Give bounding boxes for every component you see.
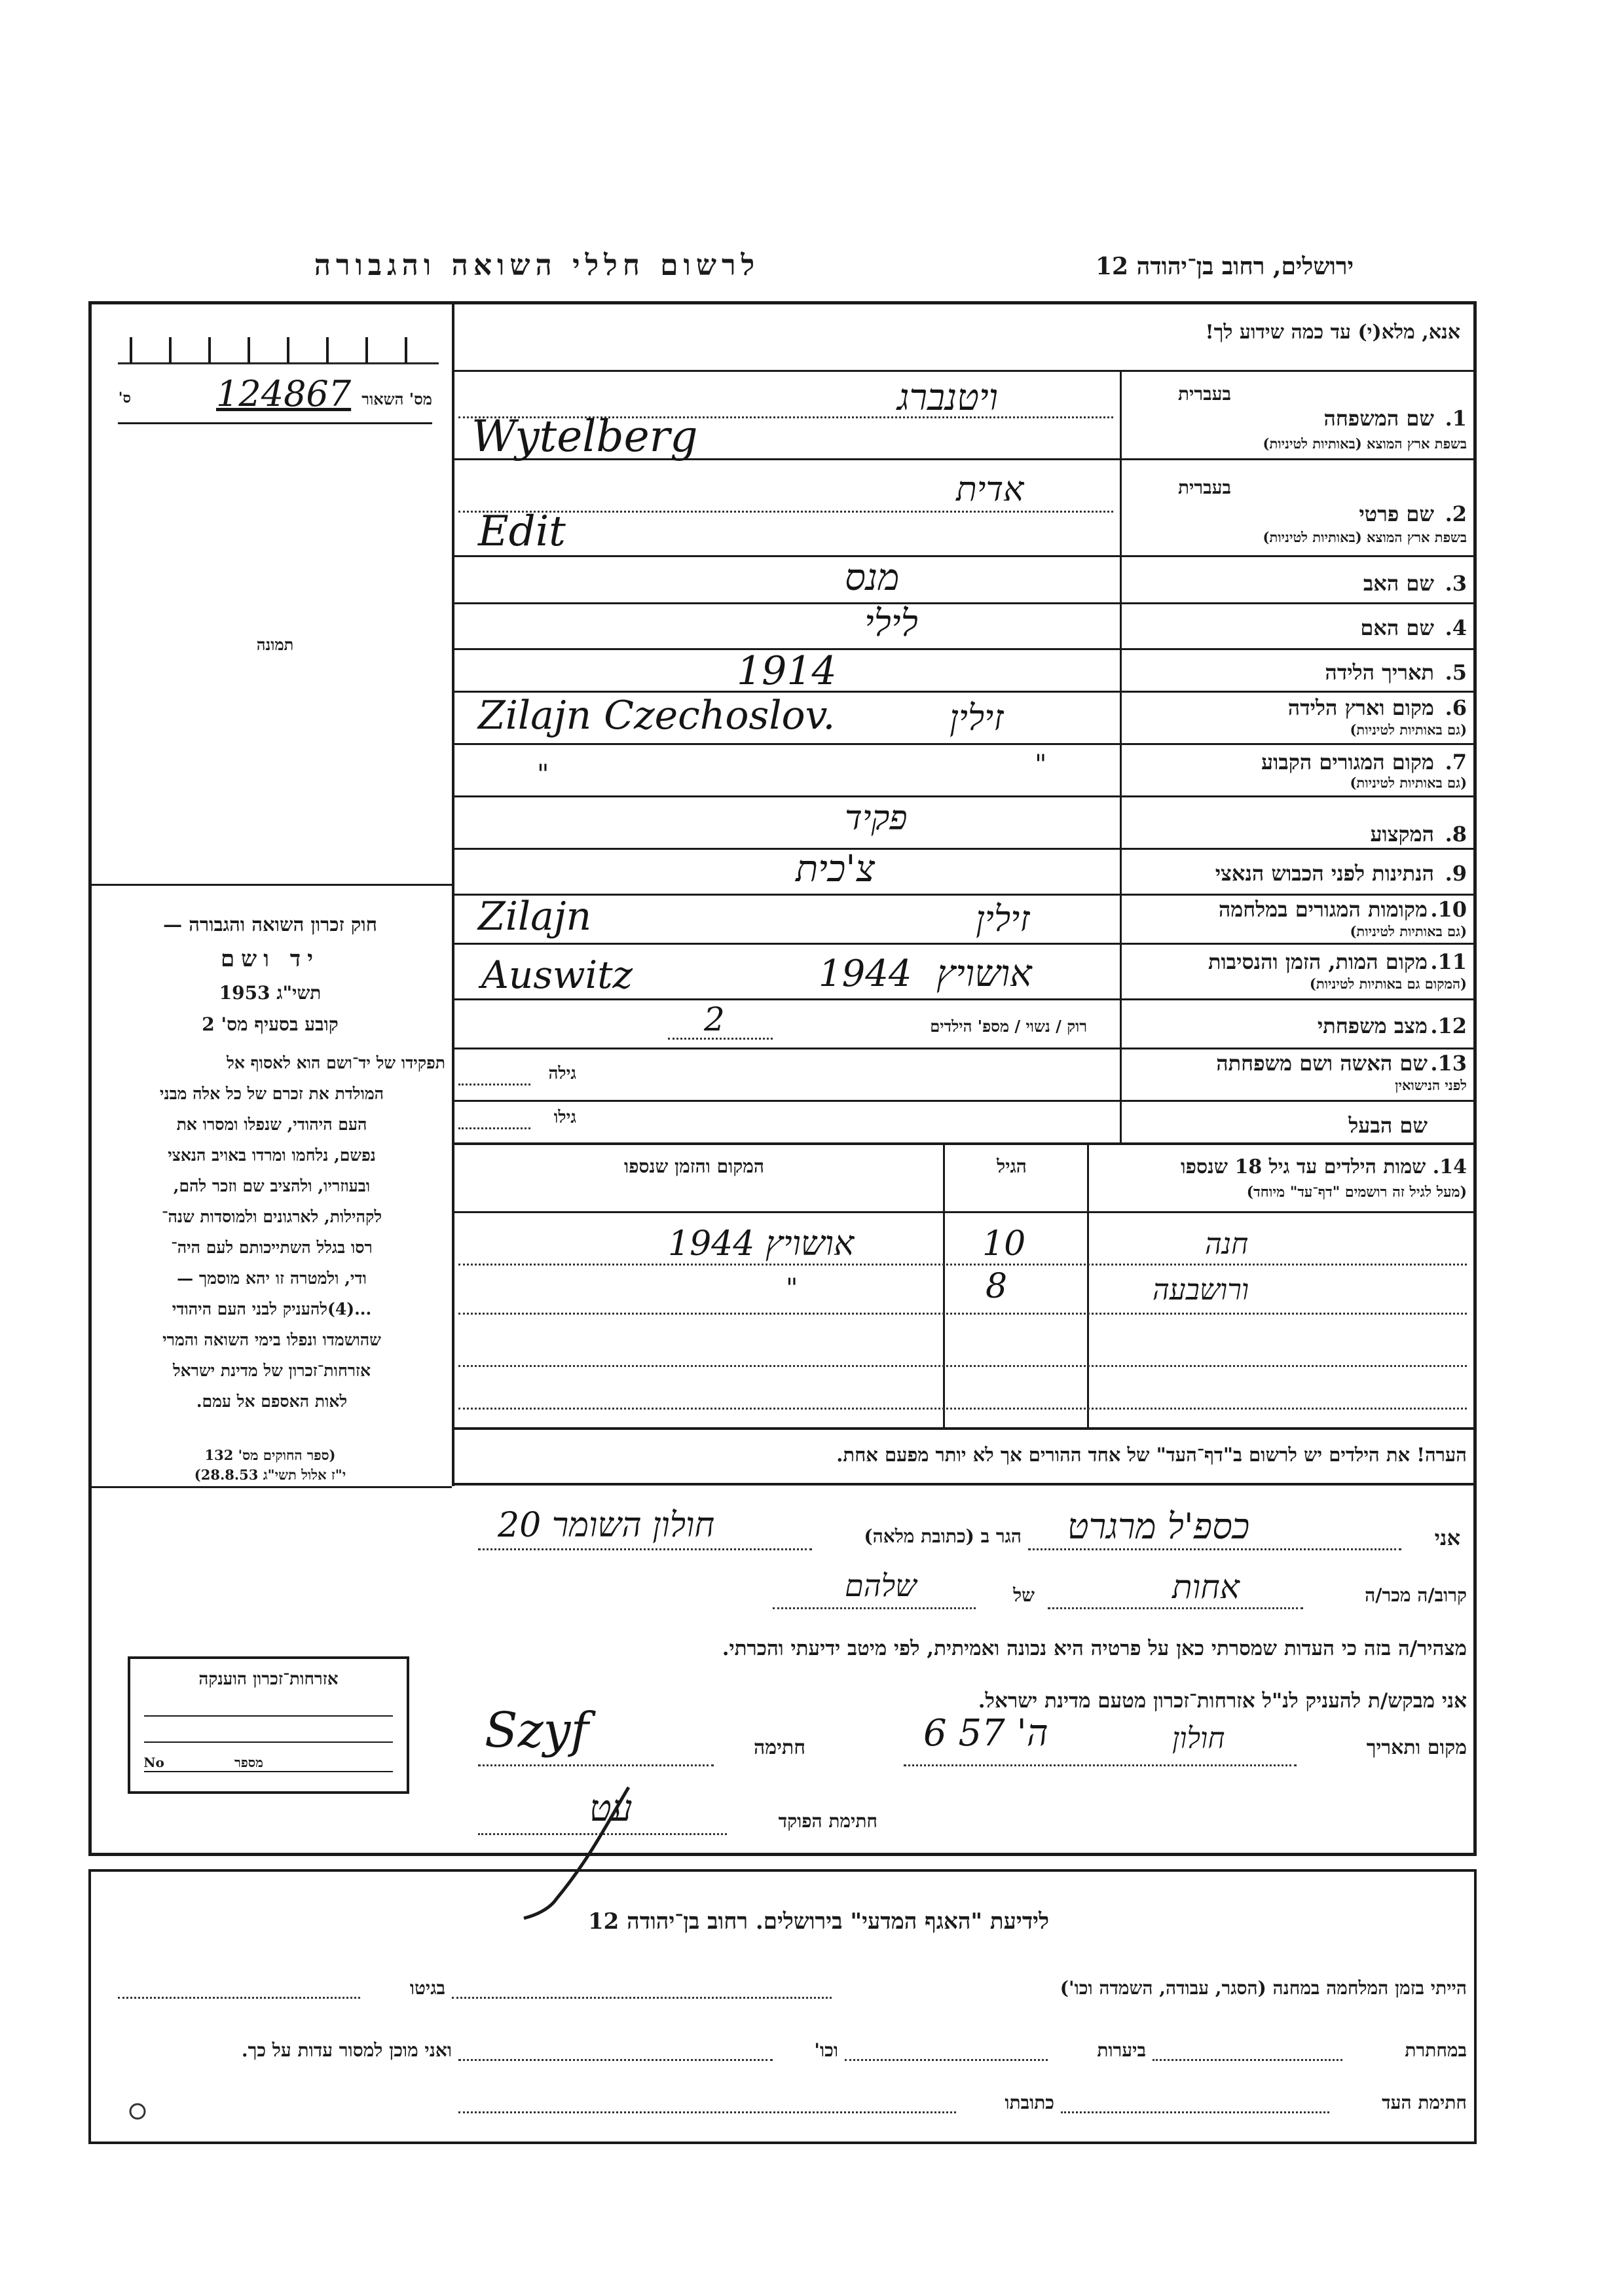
footer-line2-end: ואני מוכן למסור עדות על כך. [241,2039,452,2061]
label-column-divider [1120,370,1122,1142]
field-8-value: פקיד [845,799,908,838]
decl-address-line [478,1548,812,1550]
field-11-year: 1944 [819,953,912,995]
footer-line2-c: וכו' [814,2039,838,2061]
citizenship-box-line [144,1771,393,1772]
note-rule [452,1483,1477,1485]
footer-line1-end: בגיטו [409,1977,445,1999]
photo-bottom-rule [88,884,452,886]
row-rule [452,1100,1477,1102]
footer-line2-a: במחתרת [1405,2039,1467,2061]
child-age: 8 [986,1267,1008,1306]
row-rule [452,1048,1477,1049]
record-number-ticks [118,331,439,370]
field-2-sub: בשפת ארץ המוצא (באותיות לטיניות) [1263,529,1467,545]
field-2-latin-value: Edit [478,507,566,556]
field-12-label: מצב משפחתי [1317,1013,1428,1038]
field-8-num: 8. [1445,822,1467,847]
field-12-num: 12. [1430,1013,1467,1038]
law-text-line: לקהילות, לארגונים ולמוסדות שנה־ [161,1207,382,1226]
law-clause: קובע בסעיף מס' 2 [202,1013,339,1035]
child-place: " [786,1273,798,1303]
law-text-line: שהושמדו ונפלו בימי השואה והמרי [162,1330,381,1349]
citizenship-no-label: No [143,1755,164,1770]
decl-signature: Szyf [485,1702,589,1758]
field-9-label: הנתינות לפני הכבוש הנאצי [1215,861,1434,886]
law-source-date: י"ז אלול תשי"ג 28.8.53) [194,1467,346,1483]
record-number-suffix: ס' [118,390,131,407]
decl-name-line [1028,1548,1401,1550]
children-col-place: המקום והזמן שנספו [624,1156,764,1177]
field-10-latin-value: Zilajn [478,894,592,939]
decl-relation-line [1048,1607,1303,1609]
decl-signature-label: חתימה [754,1736,805,1759]
law-text-line: המולדת את זכרם של כל אלה מבני [159,1084,384,1103]
field-4-label: שם האם [1360,615,1434,640]
field-2-hebrew-tag: בעברית [1177,477,1231,498]
field-13-label: שם האשה ושם משפחתה [1216,1051,1428,1076]
field-5-label: תאריך הלידה [1325,660,1434,685]
children-note: הערה! את הילדים יש לרשום ב"דף־העד" של אחד ההורים אך לא יותר מפעם אחת. [836,1444,1467,1466]
field-1-num: 1. [1445,406,1467,431]
field-5-num: 5. [1445,660,1467,685]
field-6-hebrew-value: זילין [950,697,1004,738]
field-7-label: מקום המגורים הקבוע [1261,750,1434,774]
law-text-line: נפשם, נלחמו ומרדו באויב הנאצי [168,1146,376,1165]
decl-place-line [904,1764,1297,1766]
footer-line3-blank-b [458,2111,956,2113]
law-text [98,1048,445,1417]
law-text-line: אזרחות־זכרון של מדינת ישראל [172,1361,371,1380]
law-text-line: ודי, ולמטרה זו יהא מוסמך — [177,1269,367,1288]
field-10-sub: (גם באותיות לטיניות) [1350,923,1467,939]
row-rule [452,602,1477,604]
law-text-line: תפקידו של יד־ושם הוא לאסוף אל [227,1053,445,1072]
row-rule [452,894,1477,896]
children-col-age: הגיל [997,1156,1027,1177]
field-10-label: מקומות המגורים במלחמה [1218,897,1428,922]
field-2-num: 2. [1445,501,1467,526]
row-rule [452,1142,1477,1145]
record-number-label: מס' השאור [361,390,432,409]
law-text-line: רסו בגלל השתייכותם לעם היה־ [171,1238,373,1257]
citizenship-box-line [144,1715,393,1717]
field-4-value: לילי [864,602,918,645]
footer-stamp-icon [128,2102,147,2121]
field-11-label: מקום המות, הזמן והנסיבות [1208,949,1428,974]
field-12-options: רוק / נשוי / מספ' הילדים [930,1017,1087,1036]
citizenship-box-line [144,1741,393,1743]
citizenship-box-title: אזרחות־זכרון הוענקה [198,1669,339,1689]
header-address: ירושלים, רחוב בן־יהודה 12 [1095,253,1354,280]
row-rule [452,848,1477,850]
field-11-latin-value: Auswitz [481,953,633,997]
row-rule [452,648,1477,650]
field-9-num: 9. [1445,861,1467,886]
child-row-line [458,1313,1467,1315]
field-11-sub: (המקום גם באותיות לטיניות) [1309,975,1467,992]
form-title: לרשום חללי השואה והגבורה [314,249,760,282]
decl-address: חולון השומר 20 [498,1506,715,1545]
field-2-hebrew-value: אדית [956,470,1024,509]
field-1-label: שם המשפחה [1323,406,1434,431]
footer-line3-blank-a [1061,2111,1329,2113]
field-7-value: " [537,759,549,790]
field-6-sub: (גם באותיות לטיניות) [1350,721,1467,738]
decl-relative: קרוב/ה מכר/ה [1365,1584,1467,1606]
field-11-num: 11. [1430,949,1467,974]
footer-title: לידיעת "האגף המדעי" בירושלים. רחוב בן־יהודה 12 [588,1908,1049,1935]
law-heading: חוק זכרון השואה והגבורה — [163,913,377,936]
decl-officer-label: חתימת הפוקד [778,1810,877,1832]
footer-line2-blank-c [458,2059,773,2061]
field-1-hebrew-tag: בעברית [1177,383,1231,405]
law-source: (ספר החוקים מס' 132 [204,1447,336,1463]
decl-signature-line [478,1764,714,1766]
field-3-num: 3. [1445,571,1467,596]
child-row-line [458,1408,1467,1410]
husband-label: שם הבעל [1348,1113,1428,1138]
children-sub: (מעל לגיל זה רושמים "דף־עד" מיוחד) [1246,1184,1467,1201]
field-5-value: 1914 [737,648,837,694]
child-name: ורושבעה [1153,1273,1249,1307]
row-rule [452,795,1477,797]
decl-place-date-label: מקום ותאריך [1366,1736,1467,1759]
field-6-num: 6. [1445,695,1467,720]
field-13-age-label: גילה [548,1064,576,1084]
field-3-label: שם האב [1363,571,1434,596]
child-place: אושויץ 1944 [668,1224,855,1264]
top-note: אנא, מלא(י) עד כמה שידוע לך! [1205,321,1460,344]
husband-age-label: גילו [553,1108,576,1127]
field-4-num: 4. [1445,615,1467,640]
children-divider [1087,1142,1089,1427]
footer-line3-b: כתובתו [1005,2092,1054,2113]
law-text-line: העם היהודי, שנפלו ומסרו את [176,1115,367,1134]
law-text-line: ...(4)להעניק לבני העם היהודי [172,1300,372,1319]
sidebar-bottom-rule [88,1486,452,1488]
field-3-value: מנס [845,556,900,599]
record-number-value: 124867 [216,373,352,414]
row-rule [452,943,1477,945]
field-6-latin-value: Zilajn Czechoslov. [478,693,836,738]
record-rule [118,422,432,424]
children-bottom-rule [452,1427,1477,1430]
decl-officer-sig: עט [589,1787,633,1830]
field-12-line [668,1038,773,1040]
decl-of: של [1013,1584,1035,1606]
field-12-value: 2 [704,1000,725,1038]
field-8-label: המקצוע [1370,822,1434,847]
field-1-sub: בשפת ארץ המוצא (באותיות לטיניות) [1263,435,1467,452]
decl-statement: מצהיר/ה בזה כי העדות שמסרתי כאן על פרטיה היא נכונה ואמיתית, לפי מיטב ידיעתי והכרתי. [722,1637,1467,1660]
law-text-line: לאות האספם אל עמם. [196,1392,348,1411]
decl-request: אני מבקש/ת להעניק לנ"ל אזרחות־זכרון מטעם מדינת ישראל. [978,1689,1467,1713]
husband-age-line [458,1127,530,1129]
field-7-sub: (גם באותיות לטיניות) [1350,774,1467,791]
footer-line1-blank [452,1997,832,1999]
footer-line3-a: חתימת העד [1382,2092,1467,2113]
row-rule [452,743,1477,745]
decl-name: כספ'ל מרגרט [1067,1506,1250,1547]
footer-line1-tail [118,1997,360,1999]
child-age: 10 [982,1224,1026,1264]
footer-line1: הייתי בזמן המלחמה במחנה (הסגר, עבודה, השמדה וכו') [1060,1977,1467,1999]
footer-line2-blank-a [1153,2059,1342,2061]
field-7-num: 7. [1445,750,1467,774]
decl-i: אני [1434,1525,1460,1550]
photo-placeholder-label: תמונה [256,635,294,654]
law-year: תשי"ג 1953 [219,982,322,1004]
field-7-value2: " [1035,750,1047,780]
footer-line2-blank-b [845,2059,1048,2061]
top-note-rule [452,370,1477,372]
child-row-line [458,1264,1467,1266]
decl-place: חולון [1172,1722,1225,1755]
decl-of-value: שלהם [845,1568,917,1603]
field-2-label: שם פרטי [1359,501,1434,526]
field-13-num: 13. [1430,1051,1467,1076]
decl-residing: הגר ב (כתובת מלאה) [864,1525,1022,1547]
children-header-rule [452,1211,1477,1213]
law-text-line: ובעוזריו, ולהציב שם וזכר להם, [173,1176,371,1195]
field-6-label: מקום וארץ הלידה [1287,695,1434,720]
child-row-line [458,1365,1467,1367]
citizenship-number-label: מספר [234,1755,263,1770]
decl-relation: אחות [1172,1568,1240,1606]
law-name: יד ושם [220,946,320,972]
field-10-num: 10. [1430,897,1467,922]
field-13-age-line [458,1084,530,1085]
decl-date: 6 ה' 57 [923,1712,1048,1755]
row-rule [452,998,1477,1000]
footer-line2-b: ביערות [1097,2039,1146,2061]
children-label: 14. שמות הילדים עד גיל 18 שנספו [1180,1156,1467,1178]
field-1-latin-value: Wytelberg [471,411,698,462]
child-name: חנה [1205,1228,1249,1261]
field-11-hebrew-value: אושויץ [936,953,1032,995]
children-divider [943,1142,945,1427]
field-13-sub: לפני הנישואין [1395,1077,1467,1093]
decl-of-line [773,1607,976,1609]
field-9-value: צ'כית [796,848,875,890]
row-rule [452,555,1477,557]
field-1-hebrew-value: ויטנברג [897,376,999,419]
field-10-hebrew-value: זילין [976,898,1030,939]
